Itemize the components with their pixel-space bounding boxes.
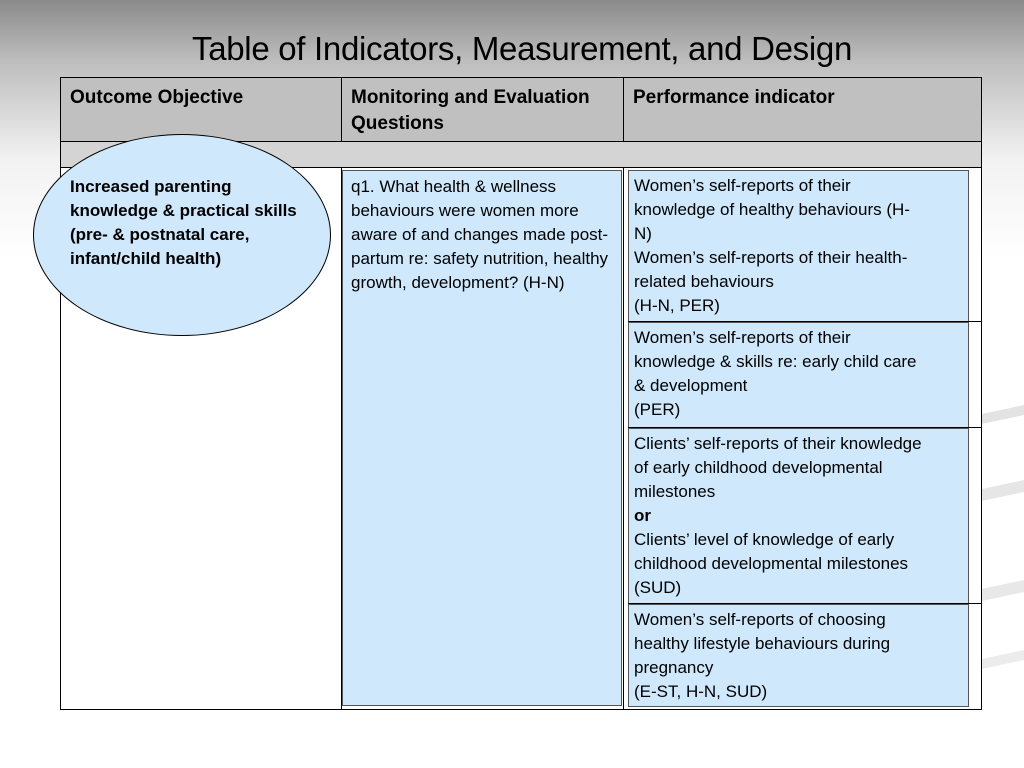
header-performance-indicator: Performance indicator xyxy=(624,78,981,142)
header-evaluation-questions: Monitoring and Evaluation Questions xyxy=(342,78,624,142)
indicator-line: Clients’ level of knowledge of early xyxy=(634,530,895,549)
indicator-cell-4 xyxy=(628,604,969,707)
indicator-line: knowledge of healthy behaviours (H- xyxy=(634,200,910,219)
indicator-line: Clients’ self-reports of their knowledge xyxy=(634,434,922,453)
outcome-objective-text: Increased parenting knowledge & practical skills (pre- & postnatal care, infant/child health) xyxy=(70,177,297,268)
indicator-line: (H-N, PER) xyxy=(634,296,720,315)
indicator-line: N) xyxy=(634,224,652,243)
indicator-line: knowledge & skills re: early child care xyxy=(634,352,917,371)
indicator-line: childhood developmental milestones xyxy=(634,554,909,573)
indicator-line: of early childhood developmental xyxy=(634,458,883,477)
indicator-cell-1 xyxy=(628,170,969,322)
indicator-line: pregnancy xyxy=(634,658,714,677)
indicator-line: Women’s self-reports of their xyxy=(634,328,851,347)
indicator-line: Women’s self-reports of their xyxy=(634,176,851,195)
indicator-line: (E-ST, H-N, SUD) xyxy=(634,682,768,701)
indicator-or-label: or xyxy=(634,506,651,525)
indicator-line: Women’s self-reports of their health- xyxy=(634,248,908,267)
indicator-line: related behaviours xyxy=(634,272,774,291)
indicator-line: & development xyxy=(634,376,748,395)
row-divider xyxy=(628,427,982,428)
header-outcome-objective: Outcome Objective xyxy=(61,78,342,142)
indicator-cell-3 xyxy=(628,428,969,604)
indicator-line: milestones xyxy=(634,482,716,501)
row-divider xyxy=(628,603,982,604)
indicator-line: Women’s self-reports of choosing xyxy=(634,610,886,629)
evaluation-question-cell: q1. What health & wellness behaviours were women more aware of and changes made post-partum re: safety nutrition, healthy growth, development? (H-N) xyxy=(342,170,622,706)
indicator-line: healthy lifestyle behaviours during xyxy=(634,634,891,653)
slide-title: Table of Indicators, Measurement, and Design xyxy=(192,30,852,67)
indicator-line: (PER) xyxy=(634,400,681,419)
row-divider xyxy=(628,321,982,322)
indicator-cell-2 xyxy=(628,322,969,428)
indicator-line: (SUD) xyxy=(634,578,682,597)
